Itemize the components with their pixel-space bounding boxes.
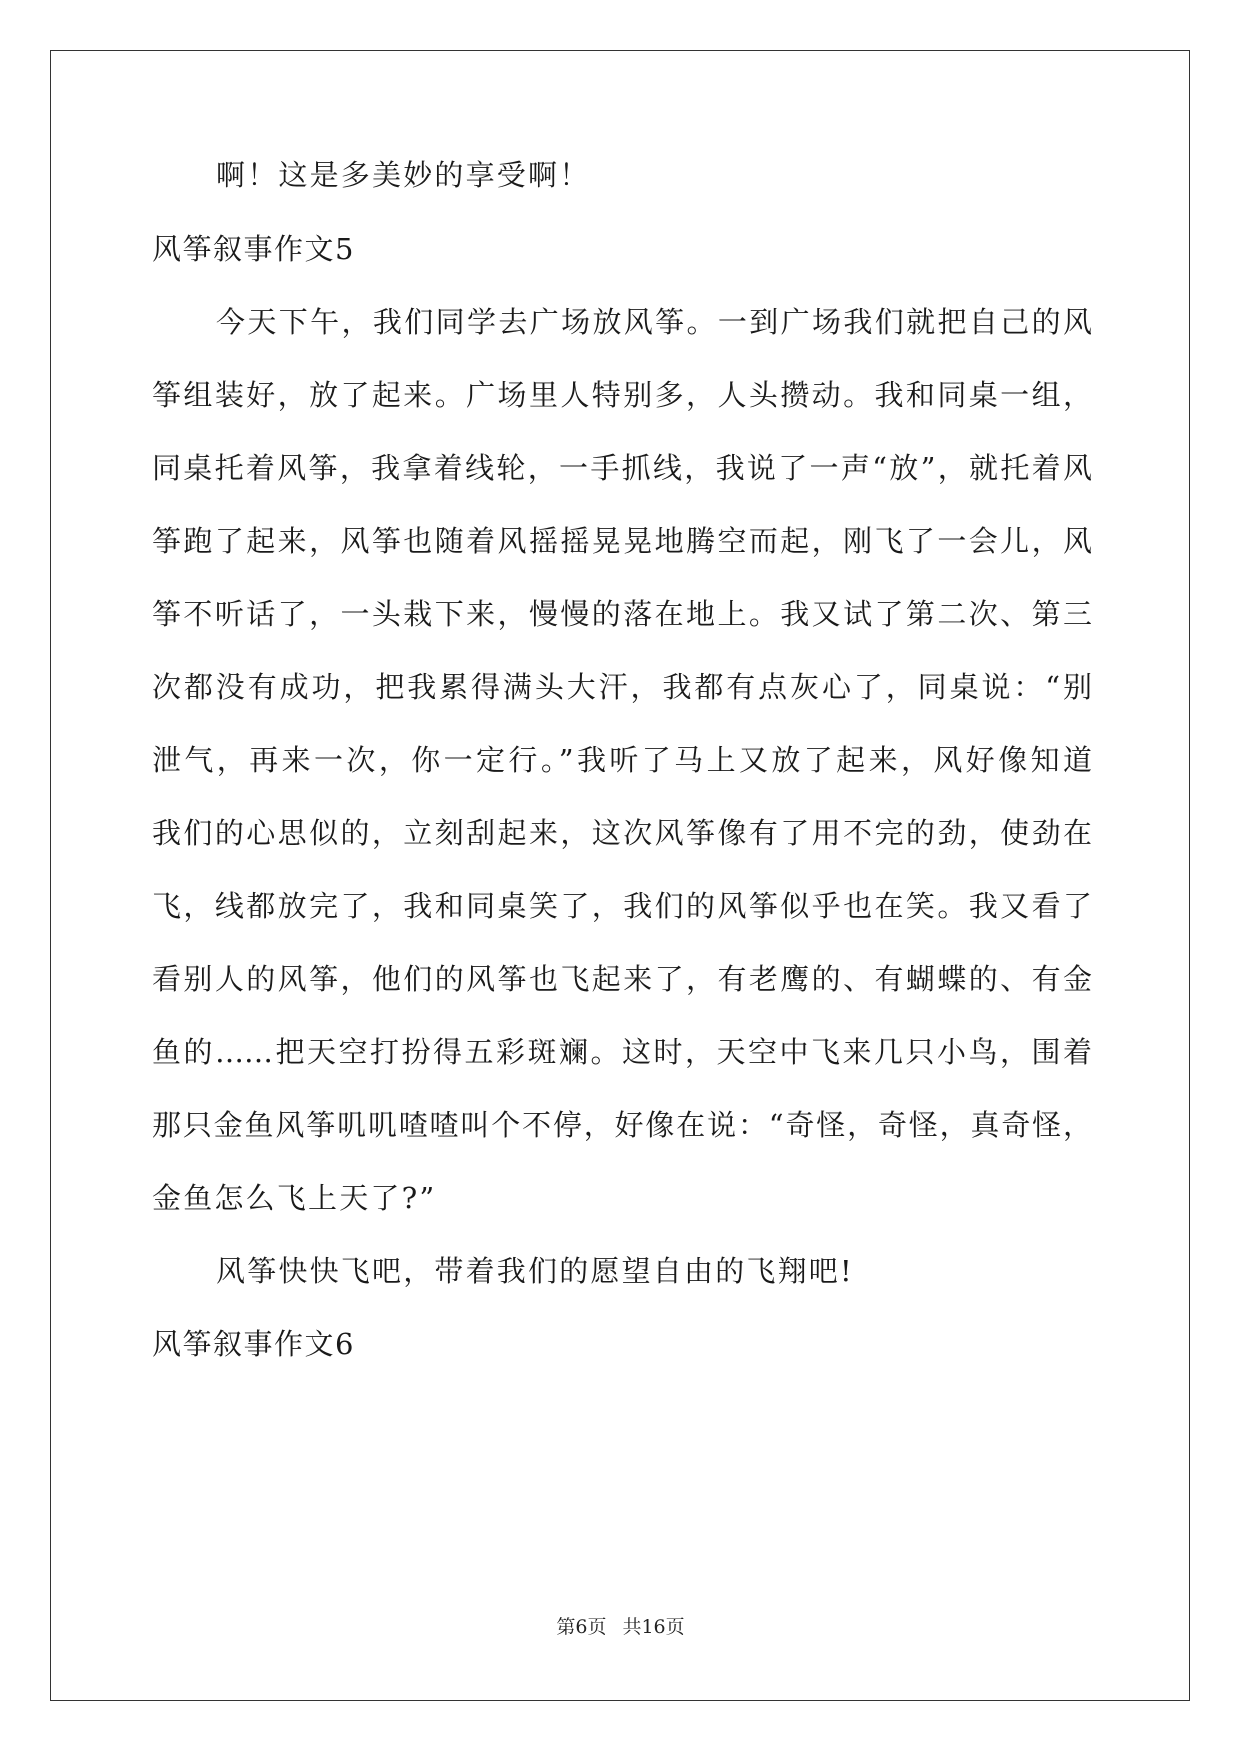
paragraph-line: 筝组装好，放了起来。广场里人特别多，人头攒动。我和同桌一组， [152,378,1092,412]
page-total: 共16页 [622,1616,685,1638]
page-footer [0,1615,1241,1639]
paragraph-line: 我们的心思似的，立刻刮起来，这次风筝像有了用不完的劲，使劲在 [152,816,1092,850]
paragraph-line: 风筝快快飞吧，带着我们的愿望自由的飞翔吧! [216,1254,854,1288]
page-number: 第6页 [556,1616,607,1638]
paragraph-line: 看别人的风筝，他们的风筝也飞起来了，有老鹰的、有蝴蝶的、有金 [152,962,1092,996]
paragraph-line: 鱼的……把天空打扮得五彩斑斓。这时，天空中飞来几只小鸟，围着 [152,1035,1092,1069]
paragraph-line: 金鱼怎么飞上天了?” [152,1181,437,1215]
paragraph-line: 飞，线都放完了，我和同桌笑了，我们的风筝似乎也在笑。我又看了 [152,889,1092,923]
paragraph-line: 筝不听话了，一头栽下来，慢慢的落在地上。我又试了第二次、第三 [152,597,1092,631]
paragraph-line: 同桌托着风筝，我拿着线轮，一手抓线，我说了一声“放”，就托着风 [152,451,1092,485]
page-border [50,50,1190,1701]
paragraph-line: 今天下午，我们同学去广场放风筝。一到广场我们就把自己的风 [216,305,1092,339]
section-heading: 风筝叙事作文6 [152,1327,355,1361]
paragraph-line: 次都没有成功，把我累得满头大汗，我都有点灰心了，同桌说：“别 [152,670,1092,704]
paragraph-closing-line: 啊！这是多美妙的享受啊！ [216,158,591,192]
paragraph-line: 那只金鱼风筝叽叽喳喳叫个不停，好像在说：“奇怪，奇怪，真奇怪， [152,1108,1092,1142]
section-heading: 风筝叙事作文5 [152,232,355,266]
paragraph-line: 筝跑了起来，风筝也随着风摇摇晃晃地腾空而起，刚飞了一会儿，风 [152,524,1092,558]
paragraph-line: 泄气，再来一次，你一定行。”我听了马上又放了起来，风好像知道 [152,743,1092,777]
